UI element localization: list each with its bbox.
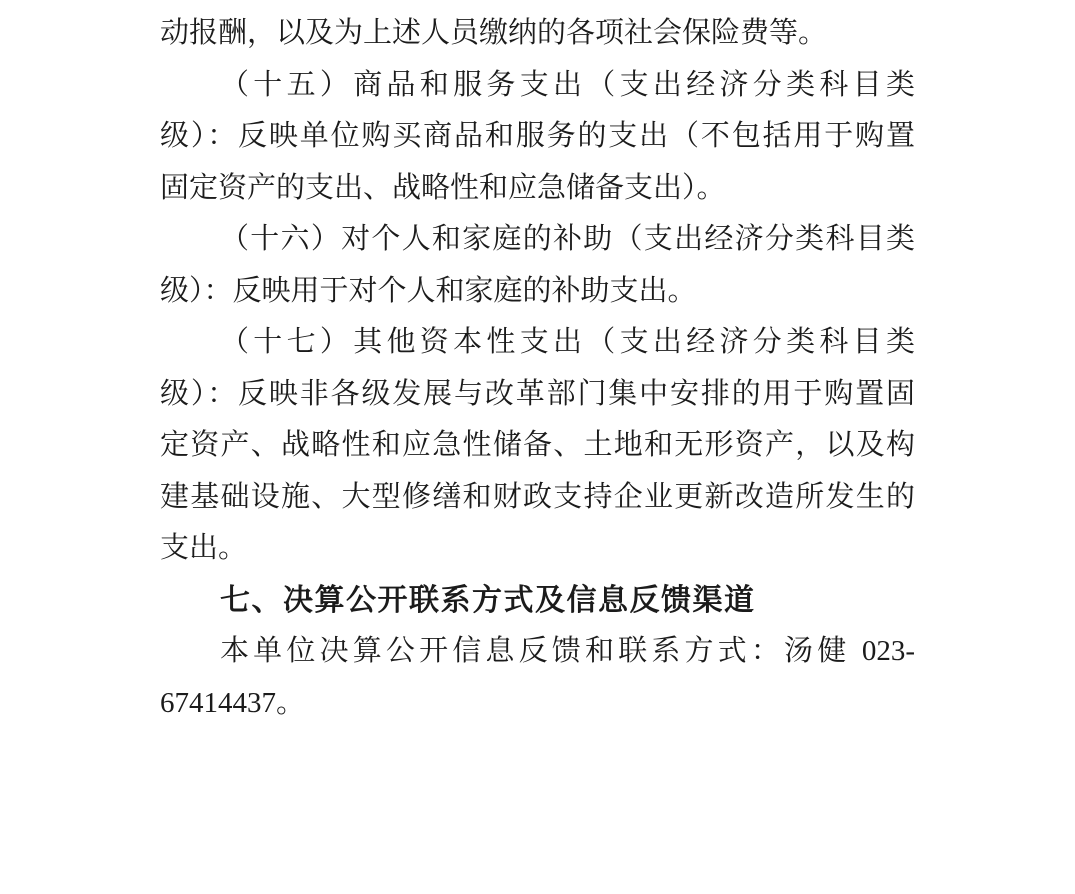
phone-number-line: 67414437。 [160,686,306,719]
doc-line: 动报酬，以及为上述人员缴纳的各项社会保险费等。 [160,17,828,49]
doc-line: 级）：反映用于对个人和家庭的补助支出。 [160,274,697,307]
doc-line: （十六）对个人和家庭的补助（支出经济分类科目类 [220,223,915,255]
doc-line: 定资产、战略性和应急性储备、土地和无形资产，以及构 [160,429,915,461]
doc-line: （十五）商品和服务支出（支出经济分类科目类 [220,68,915,101]
doc-line: 固定资产的支出、战略性和应急储备支出）。 [160,171,726,204]
doc-line: 支出。 [160,532,248,564]
doc-line: 级）：反映单位购买商品和服务的支出（不包括用于购置 [160,120,915,152]
contact-line: 本单位决算公开信息反馈和联系方式：汤健 023- [220,635,915,667]
section-heading: 七、决算公开联系方式及信息反馈渠道 [220,583,756,617]
doc-line: 级）：反映非各级发展与改革部门集中安排的用于购置固 [160,377,915,410]
doc-line: 建基础设施、大型修缮和财政支持企业更新改造所发生的 [160,480,915,513]
doc-line: （十七）其他资本性支出（支出经济分类科目类 [220,326,915,358]
